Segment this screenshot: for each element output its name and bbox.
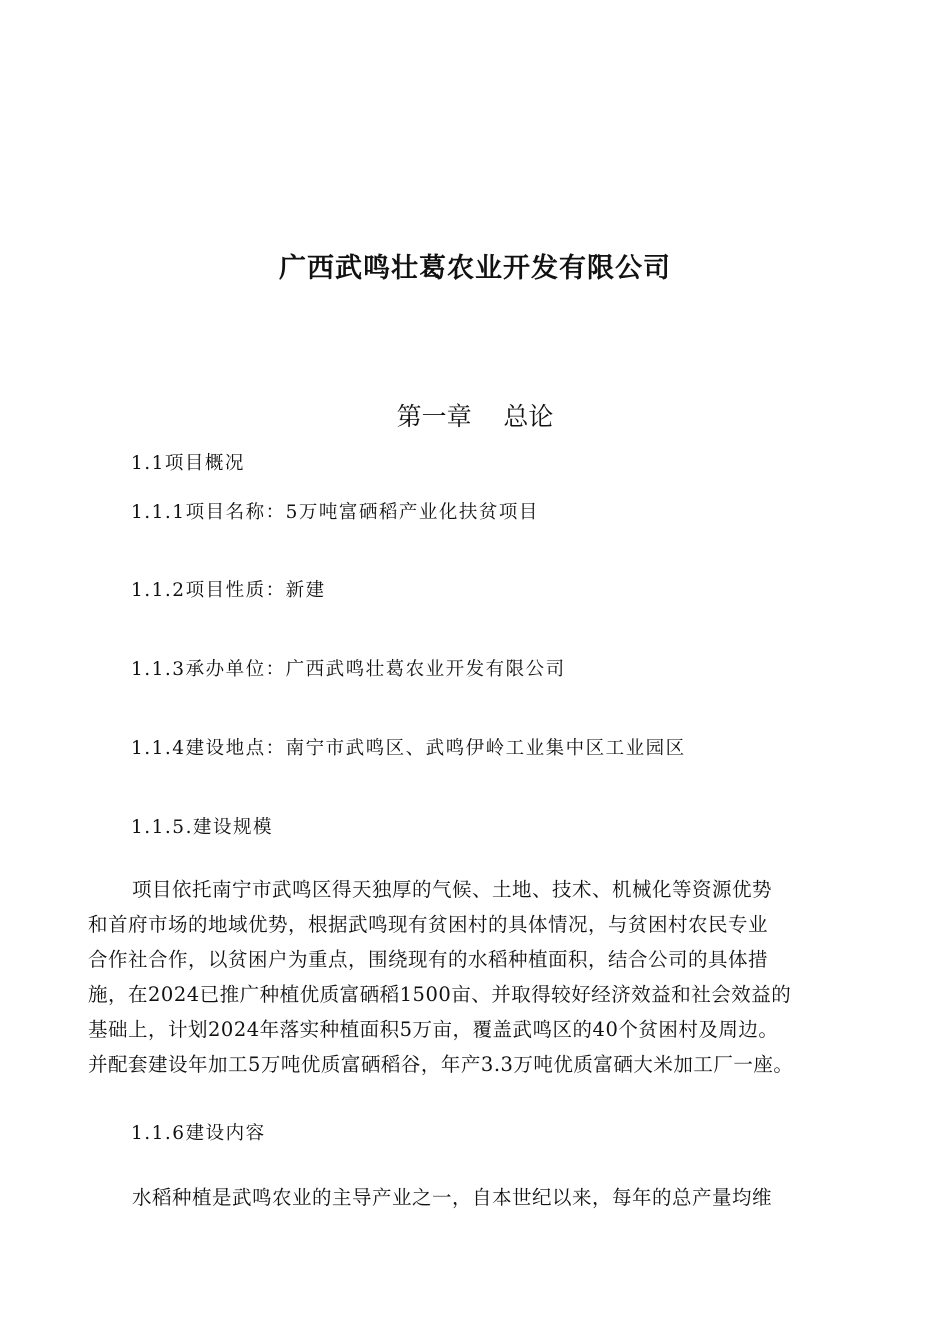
project-nature-line: 1.1.2项目性质：新建 (131, 580, 326, 601)
paragraph-line: 施，在2024已推广种植优质富硒稻1500亩、并取得较好经济效益和社会效益的 (88, 983, 792, 1006)
scale-paragraph (88, 872, 873, 1082)
content-heading: 1.1.6建设内容 (131, 1123, 266, 1144)
paragraph-line: 并配套建设年加工5万吨优质富硒稻谷，年产3.3万吨优质富硒大米加工厂一座。 (88, 1053, 794, 1076)
paragraph-line: 基础上，计划2024年落实种植面积5万亩，覆盖武鸣区的40个贫困村及周边。 (88, 1018, 779, 1041)
content-paragraph (88, 1180, 873, 1215)
organizer-line: 1.1.3承办单位：广西武鸣壮葛农业开发有限公司 (131, 659, 566, 680)
paragraph-line: 合作社合作，以贫困户为重点，围绕现有的水稻种植面积，结合公司的具体措 (88, 948, 769, 971)
scale-heading: 1.1.5.建设规模 (131, 817, 273, 838)
chapter-title: 第一章 总论 (396, 402, 554, 431)
paragraph-line: 水稻种植是武鸣农业的主导产业之一，自本世纪以来，每年的总产量均维 (132, 1186, 773, 1209)
project-name-line: 1.1.1项目名称：5万吨富硒稻产业化扶贫项目 (131, 502, 539, 523)
section-heading-1-1: 1.1项目概况 (131, 453, 245, 474)
company-title: 广西武鸣壮葛农业开发有限公司 (279, 253, 671, 284)
paragraph-line: 项目依托南宁市武鸣区得天独厚的气候、土地、技术、机械化等资源优势 (132, 878, 773, 901)
location-line: 1.1.4建设地点：南宁市武鸣区、武鸣伊岭工业集中区工业园区 (131, 738, 686, 759)
paragraph-line: 和首府市场的地域优势，根据武鸣现有贫困村的具体情况，与贫困村农民专业 (88, 913, 769, 936)
